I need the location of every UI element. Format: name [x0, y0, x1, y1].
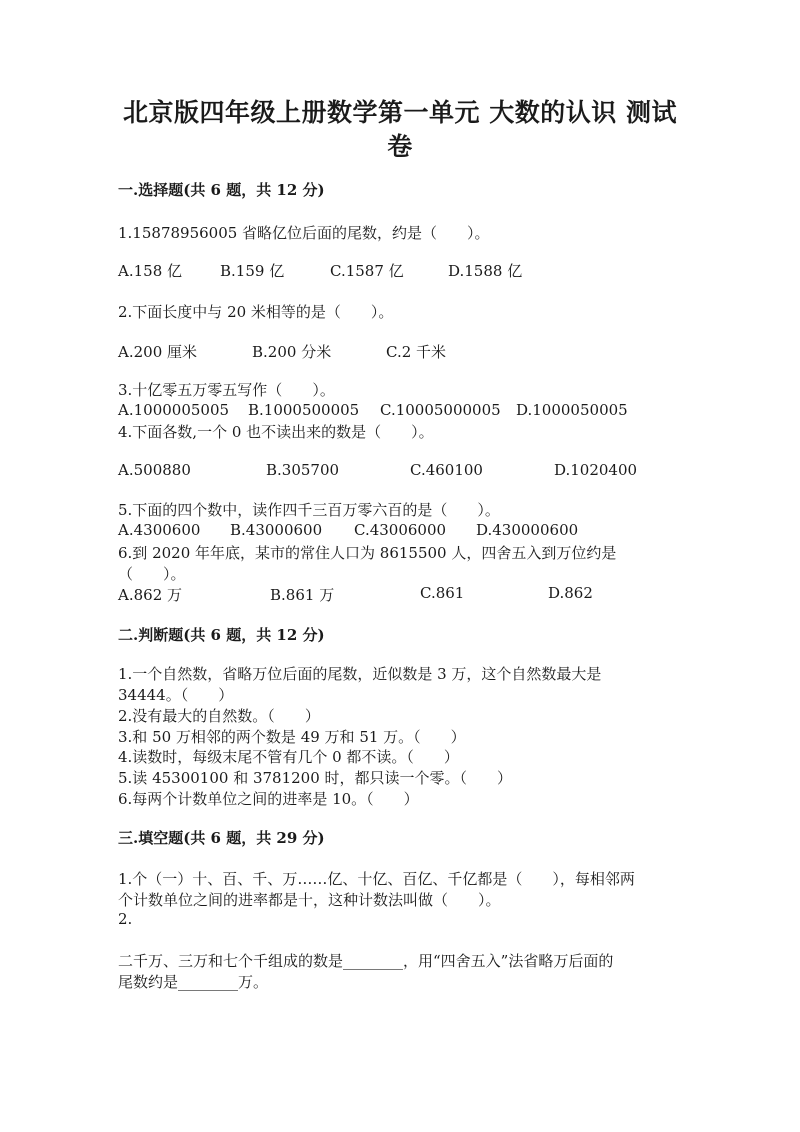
q1-3-option-a: A.1000005005 [118, 401, 230, 419]
q1-3-option-d: D.1000050005 [516, 401, 628, 419]
q1-1-option-a: A.158 亿 [118, 262, 182, 280]
q1-6-option-b: B.861 万 [270, 586, 335, 604]
question-2-4: 4.读数时，每级末尾不管有几个 0 都不读。（ ） [118, 748, 459, 766]
question-2-6: 6.每两个计数单位之间的进率是 10。（ ） [118, 790, 419, 808]
q1-3-option-c: C.10005000005 [380, 401, 501, 419]
q1-1-option-c: C.1587 亿 [330, 262, 404, 280]
question-1-6-line-2: （ ）。 [118, 565, 186, 583]
q1-4-option-b: B.305700 [266, 461, 340, 479]
q1-5-option-c: C.43006000 [354, 521, 447, 539]
question-3-2-line-1: 二千万、三万和七个千组成的数是________，用“四舍五入”法省略万后面的 [118, 952, 614, 970]
question-2-1-line-2: 34444。（ ） [118, 686, 234, 704]
q1-2-option-a: A.200 厘米 [118, 343, 197, 361]
title-line-2: 卷 [387, 132, 413, 161]
question-1-5: 5.下面的四个数中，读作四千三百万零六百的是（ ）。 [118, 501, 500, 519]
question-1-2: 2.下面长度中与 20 米相等的是（ ）。 [118, 303, 394, 321]
exam-title [100, 96, 700, 164]
q1-4-option-c: C.460100 [410, 461, 483, 479]
q1-5-option-d: D.430000600 [476, 521, 579, 539]
q1-5-option-a: A.4300600 [118, 521, 201, 539]
title-line-1: 北京版四年级上册数学第一单元 大数的认识 测试 [123, 98, 677, 127]
question-3-1-line-2: 个计数单位之间的进率都是十，这种计数法叫做（ ）。 [118, 891, 501, 909]
q1-5-option-b: B.43000600 [230, 521, 323, 539]
q1-2-option-c: C.2 千米 [386, 343, 447, 361]
q1-4-option-d: D.1020400 [554, 461, 638, 479]
q1-6-option-c: C.861 [420, 584, 465, 602]
section-heading-choice: 一.选择题(共 6 题，共 12 分) [118, 181, 325, 199]
section-heading-fill-blank: 三.填空题(共 6 题，共 29 分) [118, 829, 325, 847]
question-3-2-line-2: 尾数约是________万。 [118, 973, 269, 991]
q1-1-option-d: D.1588 亿 [448, 262, 523, 280]
question-1-4: 4.下面各数,一个 0 也不读出来的数是（ ）。 [118, 423, 434, 441]
q1-1-option-b: B.159 亿 [220, 262, 285, 280]
question-2-5: 5.读 45300100 和 3781200 时，都只读一个零。（ ） [118, 769, 513, 787]
q1-4-option-a: A.500880 [118, 461, 191, 479]
q1-6-option-d: D.862 [548, 584, 593, 602]
question-1-3: 3.十亿零五万零五写作（ ）。 [118, 381, 335, 399]
q1-3-option-b: B.1000500005 [248, 401, 360, 419]
q1-6-option-a: A.862 万 [118, 586, 182, 604]
question-3-2-number: 2. [118, 910, 133, 928]
question-1-6-line-1: 6.到 2020 年年底，某市的常住人口为 8615500 人，四舍五入到万位约是 [118, 544, 617, 562]
question-2-1-line-1: 1.一个自然数，省略万位后面的尾数，近似数是 3 万，这个自然数最大是 [118, 665, 602, 683]
q1-2-option-b: B.200 分米 [252, 343, 332, 361]
question-1-1: 1.15878956005 省略亿位后面的尾数，约是（ ）。 [118, 224, 490, 242]
question-2-2: 2.没有最大的自然数。（ ） [118, 707, 320, 725]
question-2-3: 3.和 50 万相邻的两个数是 49 万和 51 万。（ ） [118, 728, 466, 746]
question-3-1-line-1: 1.个（一）十、百、千、万……亿、十亿、百亿、千亿都是（ ），每相邻两 [118, 870, 635, 888]
section-heading-judgement: 二.判断题(共 6 题，共 12 分) [118, 626, 325, 644]
